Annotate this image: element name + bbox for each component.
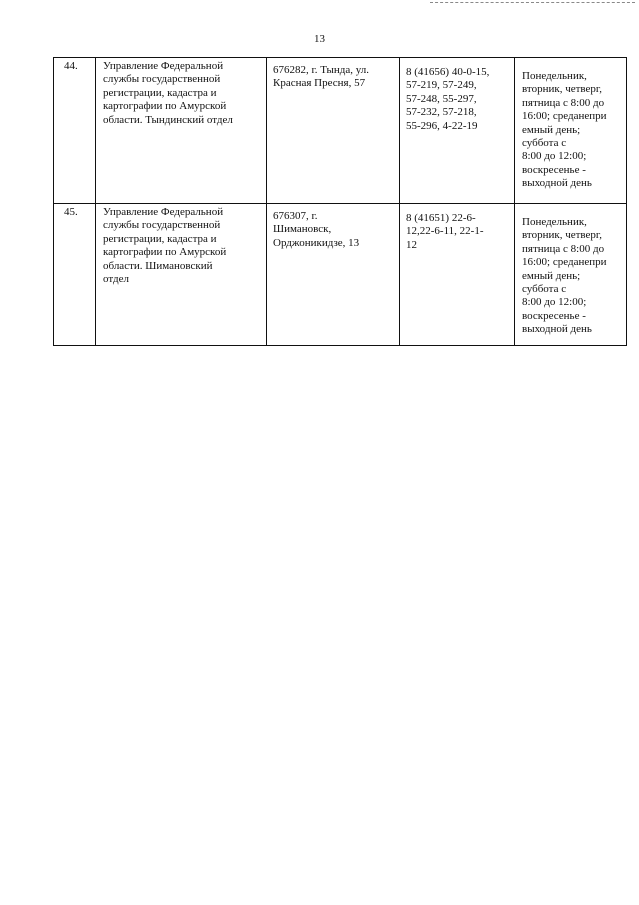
row-number: 45. [64,206,78,218]
working-hours: Понедельник, вторник, четверг, пятница с 8:00 до 16:00; среданепри емный день; суббота с 8:00 до 12:00; воскресенье - выходной день [522,216,607,336]
organization-name: Управление Федеральной службы государственной регистрации, кадастра и картографии по Амурской области. Тындинский отдел [103,60,233,126]
offices-table [53,57,627,346]
row-number-cell [54,58,96,204]
row-number: 44. [64,60,78,72]
address: 676307, г. Шимановск, Орджоникидзе, 13 [273,210,360,249]
organization-cell [96,58,267,204]
organization-cell [96,204,267,346]
phone-numbers: 8 (41651) 22-6- 12,22-6-11, 22-1- 12 [406,212,484,251]
address-cell [267,204,400,346]
page-number: 13 [314,33,325,45]
row-number-cell [54,204,96,346]
working-hours: Понедельник, вторник, четверг, пятница с 8:00 до 16:00; среданепри емный день; суббота с 8:00 до 12:00; воскресенье - выходной день [522,70,607,190]
hours-cell [515,204,627,346]
organization-name: Управление Федеральной службы государственной регистрации, кадастра и картографии по Амурской области. Шимановский отдел [103,206,227,286]
phone-numbers: 8 (41656) 40-0-15, 57-219, 57-249, 57-248, 55-297, 57-232, 57-218, 55-296, 4-22-19 [406,66,490,132]
address-cell [267,58,400,204]
table-row [54,204,627,346]
hours-cell [515,58,627,204]
table-row [54,58,627,204]
phone-cell [400,204,515,346]
header-rule [430,2,635,3]
phone-cell [400,58,515,204]
address: 676282, г. Тында, ул. Красная Пресня, 57 [273,64,369,90]
